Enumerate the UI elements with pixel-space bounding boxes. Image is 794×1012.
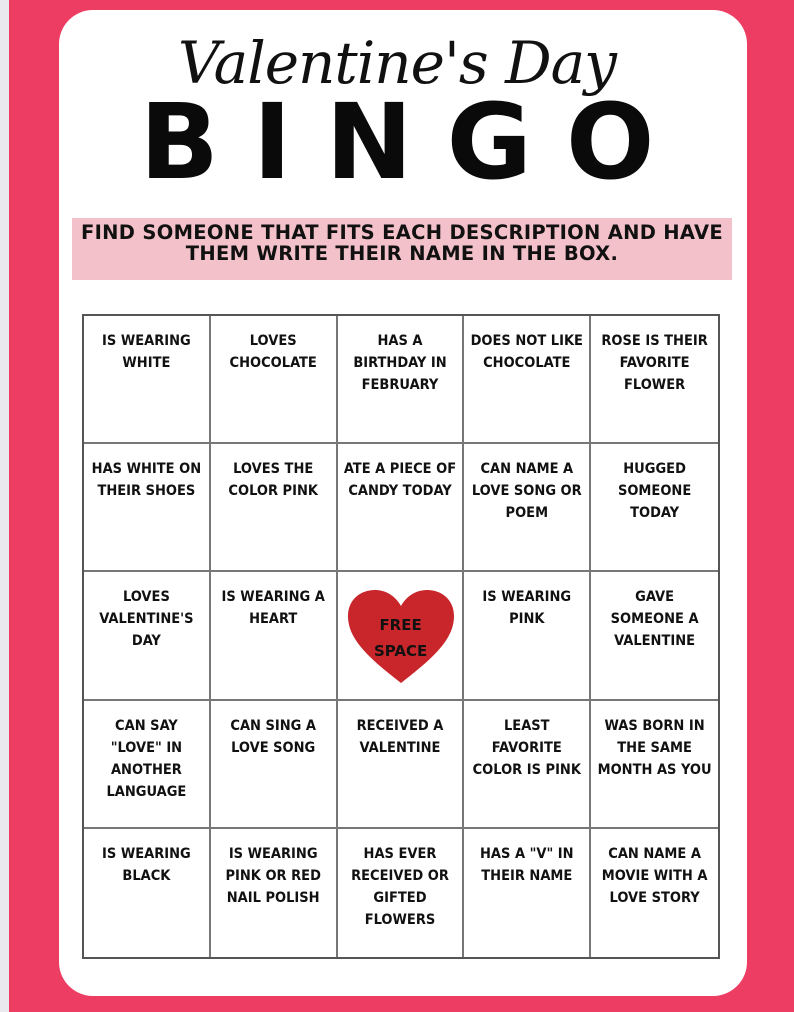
bingo-cell-text: HAS EVER RECEIVED OR GIFTED FLOWERS [351,845,449,928]
bingo-cell[interactable] [464,829,591,957]
bingo-title: BINGO [139,81,689,203]
bingo-cell-text: LOVES VALENTINE'S DAY [99,589,194,650]
bingo-cell[interactable] [591,316,718,444]
instructions-line-1: FIND SOMEONE THAT FITS EACH DESCRIPTION AND HAVE [80,221,723,244]
instructions-text [72,222,732,264]
bingo-grid [82,314,720,959]
bingo-cell[interactable] [591,572,718,700]
bingo-cell-text: IS WEARING A HEART [221,589,325,628]
bingo-cell-text: ATE A PIECE OF CANDY TODAY [343,461,457,500]
bingo-cell-text: CAN NAME A LOVE SONG OR POEM [471,461,582,522]
bingo-cell-text: CAN SING A LOVE SONG [230,717,317,756]
bingo-cell[interactable] [464,572,591,700]
bingo-cell-text: HUGGED SOMEONE TODAY [617,461,692,522]
bingo-cell-text: CAN SAY "LOVE" IN ANOTHER LANGUAGE [106,717,187,800]
bingo-cell[interactable] [338,316,465,444]
free-space-cell[interactable] [338,572,465,700]
bingo-cell-text: GAVE SOMEONE A VALENTINE [610,589,699,650]
bingo-cell[interactable] [84,444,211,572]
bingo-cell[interactable] [591,829,718,957]
bingo-cell-text: DOES NOT LIKE CHOCOLATE [470,333,583,371]
bingo-cell[interactable] [84,829,211,957]
instructions-line-2: THEM WRITE THEIR NAME IN THE BOX. [185,242,619,265]
bingo-cell[interactable] [84,572,211,700]
free-space-line-2: SPACE [373,642,428,661]
bingo-cell[interactable] [211,572,338,700]
bingo-cell[interactable] [84,701,211,829]
bingo-cell-text: WAS BORN IN THE SAME MONTH AS YOU [597,717,712,778]
bingo-cell[interactable] [464,701,591,829]
bingo-cell-text: ROSE IS THEIR FAVORITE FLOWER [601,333,708,393]
bingo-cell-text: LOVES THE COLOR PINK [228,461,318,500]
bingo-cell[interactable] [84,316,211,444]
bingo-cell-text: HAS A BIRTHDAY IN FEBRUARY [353,333,447,393]
bingo-cell-text: RECEIVED A VALENTINE [356,717,444,756]
bingo-cell[interactable] [591,701,718,829]
bingo-cell[interactable] [338,829,465,957]
bingo-cell[interactable] [591,444,718,572]
bingo-cell[interactable] [338,444,465,572]
bingo-cell-text: HAS A "V" IN THEIR NAME [480,845,574,884]
bingo-cell-text: IS WEARING WHITE [102,333,191,371]
bingo-cell-text: HAS WHITE ON THEIR SHOES [91,461,202,500]
bingo-cell[interactable] [338,701,465,829]
bingo-cell-text: IS WEARING PINK [482,589,572,628]
bingo-cell-text: IS WEARING BLACK [102,845,191,884]
bingo-cell[interactable] [211,829,338,957]
free-space-line-1: FREE [379,616,422,635]
bingo-cell[interactable] [464,444,591,572]
free-space-label [338,612,464,664]
bingo-cell-text: CAN NAME A MOVIE WITH A LOVE STORY [601,845,708,906]
bingo-cell-text: LOVES CHOCOLATE [229,333,317,371]
bingo-cell-text: IS WEARING PINK OR RED NAIL POLISH [225,845,321,906]
bingo-cell-text: LEAST FAVORITE COLOR IS PINK [472,717,581,778]
bingo-cell[interactable] [211,701,338,829]
bingo-cell[interactable] [211,316,338,444]
bingo-cell[interactable] [211,444,338,572]
script-title: Valentine's Day [178,29,616,97]
bingo-cell[interactable] [464,316,591,444]
